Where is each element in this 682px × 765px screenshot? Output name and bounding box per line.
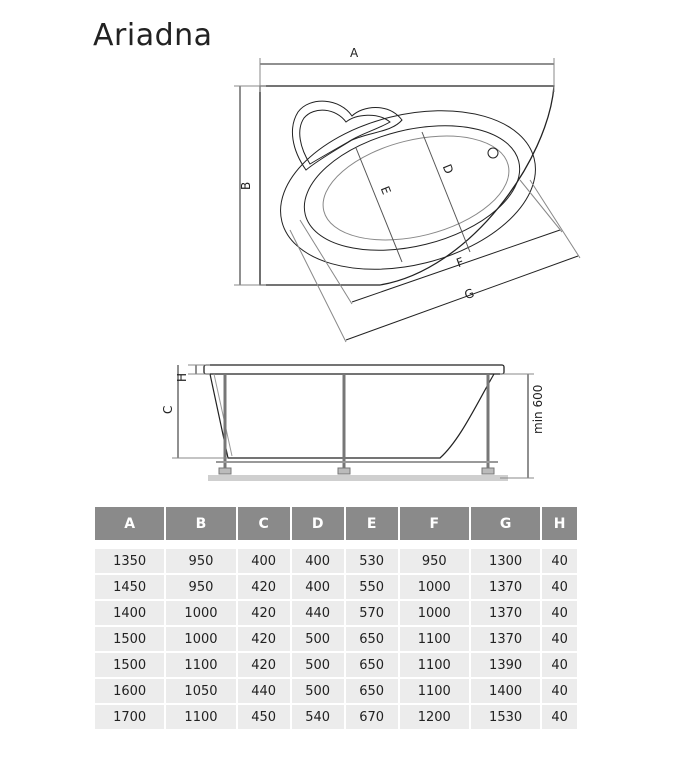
table-cell: 500 (292, 653, 344, 679)
label-e: E (377, 184, 394, 197)
side-view (172, 365, 534, 481)
table-cell: 400 (292, 549, 344, 575)
table-row (95, 653, 577, 679)
table-cell: 40 (542, 705, 577, 731)
table-cell: 570 (346, 601, 398, 627)
table-cell: 420 (238, 601, 290, 627)
table-cell: 650 (346, 679, 398, 705)
header-h: H (542, 507, 577, 540)
header-g: G (471, 507, 540, 540)
table-cell: 1300 (471, 549, 540, 575)
table-cell: 400 (292, 575, 344, 601)
table-cell: 420 (238, 575, 290, 601)
table-cell: 1500 (95, 627, 164, 653)
table-cell: 1600 (95, 679, 164, 705)
table-cell: 1050 (166, 679, 235, 705)
table-cell: 1390 (471, 653, 540, 679)
table-cell: 40 (542, 575, 577, 601)
table-cell: 420 (238, 627, 290, 653)
table-cell: 1100 (400, 679, 469, 705)
table-cell: 1400 (471, 679, 540, 705)
table-cell: 1450 (95, 575, 164, 601)
table-cell: 1370 (471, 601, 540, 627)
table-cell: 1000 (166, 601, 235, 627)
table-cell: 40 (542, 549, 577, 575)
table-cell: 950 (166, 549, 235, 575)
table-cell: 40 (542, 679, 577, 705)
table-cell: 450 (238, 705, 290, 731)
table-cell: 550 (346, 575, 398, 601)
side-tub-body (210, 374, 494, 458)
header-b: B (166, 507, 235, 540)
label-a: A (350, 46, 359, 60)
table-row (95, 549, 577, 575)
table-header-row (95, 507, 577, 540)
page-title: Ariadna (93, 18, 213, 53)
table-cell: 650 (346, 653, 398, 679)
table-cell: 670 (346, 705, 398, 731)
label-h: H (175, 372, 189, 382)
table-cell: 500 (292, 679, 344, 705)
table-cell: 1100 (400, 653, 469, 679)
table-cell: 40 (542, 653, 577, 679)
header-d: D (292, 507, 344, 540)
header-a: A (95, 507, 164, 540)
table-cell: 1100 (400, 627, 469, 653)
top-view (234, 58, 580, 342)
table-cell: 530 (346, 549, 398, 575)
table-cell: 500 (292, 627, 344, 653)
label-min-600: min 600 (531, 384, 545, 434)
table-row (95, 575, 577, 601)
side-rim (204, 365, 504, 374)
table-cell: 1530 (471, 705, 540, 731)
table-cell: 1200 (400, 705, 469, 731)
table-cell: 650 (346, 627, 398, 653)
table-cell: 1370 (471, 575, 540, 601)
label-g: G (462, 285, 477, 303)
label-d: D (439, 162, 457, 176)
table-cell: 1100 (166, 705, 235, 731)
header-f: F (400, 507, 469, 540)
tub-inner (291, 105, 533, 271)
dimensions-table (93, 507, 579, 731)
table-cell: 950 (166, 575, 235, 601)
label-f: F (454, 254, 466, 271)
floor (208, 475, 508, 481)
table-cell: 440 (292, 601, 344, 627)
table-row (95, 679, 577, 705)
table-cell: 1000 (400, 575, 469, 601)
table-cell: 1400 (95, 601, 164, 627)
table-cell: 1100 (166, 653, 235, 679)
table-cell: 1370 (471, 627, 540, 653)
table-cell: 1500 (95, 653, 164, 679)
bath-outline (260, 86, 554, 285)
table-cell: 400 (238, 549, 290, 575)
header-c: C (238, 507, 290, 540)
table-row (95, 705, 577, 731)
table-cell: 1700 (95, 705, 164, 731)
table-row (95, 601, 577, 627)
label-b: B (239, 181, 253, 190)
table-row (95, 627, 577, 653)
table-cell: 420 (238, 653, 290, 679)
table-cell: 440 (238, 679, 290, 705)
table-cell: 950 (400, 549, 469, 575)
table-cell: 40 (542, 627, 577, 653)
table-cell: 1000 (400, 601, 469, 627)
table-cell: 540 (292, 705, 344, 731)
header-e: E (346, 507, 398, 540)
table-cell: 40 (542, 601, 577, 627)
table-cell: 1350 (95, 549, 164, 575)
table-cell: 1000 (166, 627, 235, 653)
backrest-inner (300, 110, 390, 164)
label-c: C (161, 405, 175, 414)
drain-circle (488, 148, 498, 158)
